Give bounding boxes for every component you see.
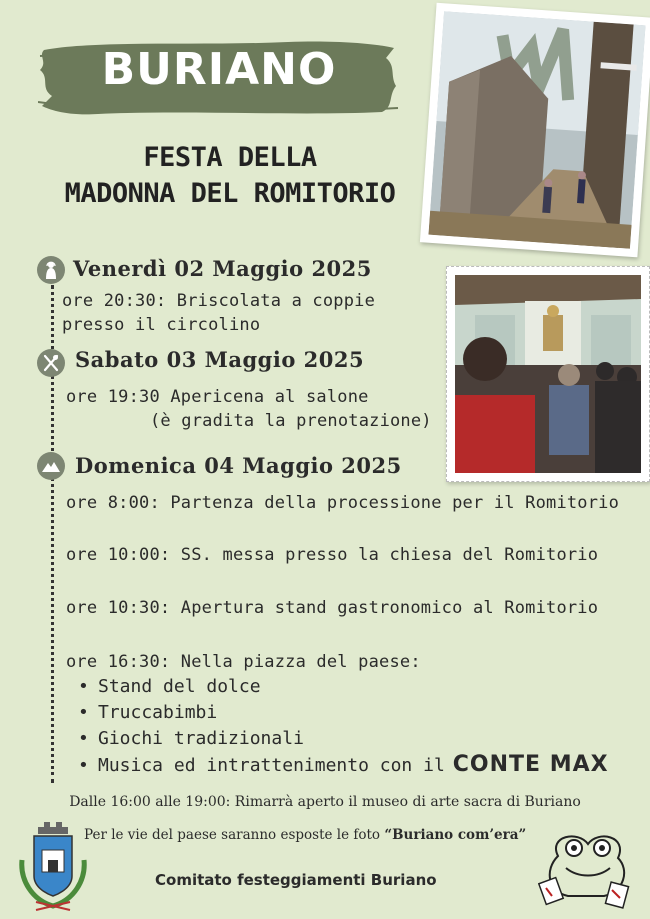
madonna-icon <box>37 256 65 284</box>
fork-knife-icon <box>37 349 65 377</box>
museum-note: Dalle 16:00 alle 19:00: Rimarrà aperto il museo di arte sacra di Buriano <box>69 794 581 810</box>
event-line: (è gradita la prenotazione) <box>150 411 432 431</box>
committee-signature: Comitato festeggiamenti Buriano <box>155 871 437 889</box>
list-item: • Stand del dolce <box>78 676 261 697</box>
subtitle-line-1: FESTA DELLA <box>143 142 317 173</box>
photos-note-prefix: Per le vie del paese saranno esposte le foto <box>84 827 385 843</box>
event-line: ore 16:30: Nella piazza del paese: <box>66 652 421 672</box>
event-line: ore 20:30: Briscolata a coppie <box>62 291 376 311</box>
list-item: • Truccabimbi <box>78 702 217 723</box>
event-subtitle <box>20 140 440 212</box>
list-item: • Giochi tradizionali <box>78 728 304 749</box>
photo-church-interior <box>446 266 650 482</box>
municipal-crest <box>18 820 88 912</box>
photos-note <box>84 827 526 843</box>
event-line: presso il circolino <box>62 315 261 335</box>
list-item-entertainment <box>78 752 609 777</box>
frog-illustration <box>538 826 634 910</box>
event-line: ore 19:30 Apericena al salone <box>66 387 369 407</box>
event-line: ore 8:00: Partenza della processione per il Romitorio <box>66 493 620 513</box>
event-line: ore 10:00: SS. messa presso la chiesa del Romitorio <box>66 545 599 565</box>
highlight-conte-max: CONTE MAX <box>452 752 609 777</box>
brand-title: BURIANO <box>101 44 337 95</box>
event-line: ore 10:30: Apertura stand gastronomico al Romitorio <box>66 598 599 618</box>
subtitle-line-2: MADONNA DEL ROMITORIO <box>64 178 396 209</box>
day-title-sabato: Sabato 03 Maggio 2025 <box>75 347 365 372</box>
photos-note-title: “Buriano com’era” <box>384 827 527 843</box>
photo-path-romitorio <box>420 3 650 258</box>
day-title-venerdi: Venerdì 02 Maggio 2025 <box>73 256 372 281</box>
mountain-icon <box>37 452 65 480</box>
list-item: • Musica ed intrattenimento con il <box>78 755 445 776</box>
day-title-domenica: Domenica 04 Maggio 2025 <box>75 453 402 478</box>
